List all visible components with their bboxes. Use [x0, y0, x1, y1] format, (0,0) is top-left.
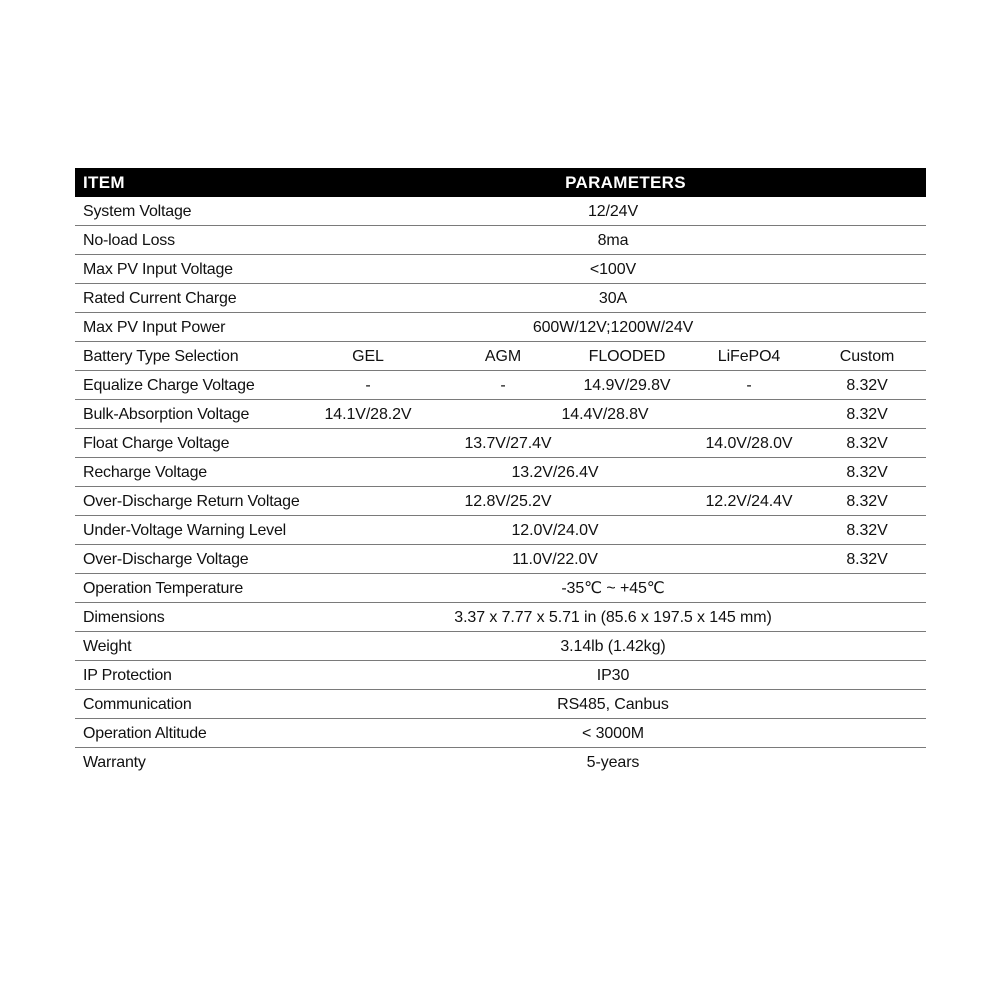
row-value: RS485, Canbus	[557, 696, 669, 713]
lifepo4-value: 14.0V/28.0V	[705, 435, 793, 452]
custom-value: 8.32V	[846, 522, 888, 539]
shared-value: 11.0V/22.0V	[512, 551, 598, 568]
row-label: Float Charge Voltage	[83, 435, 230, 452]
custom-value: 8.32V	[846, 551, 888, 568]
gel-agm-flooded-value: 12.8V/25.2V	[464, 493, 552, 510]
row-label: No-load Loss	[83, 232, 175, 249]
table-row	[75, 487, 926, 516]
agm-value: -	[500, 377, 506, 394]
row-label: System Voltage	[83, 203, 192, 220]
table-header	[75, 168, 926, 197]
row-value: < 3000M	[581, 725, 644, 742]
row-value: -35℃ ~ +45℃	[561, 580, 665, 597]
table-row	[75, 574, 926, 603]
row-label: Bulk-Absorption Voltage	[83, 406, 250, 423]
custom-value: 8.32V	[846, 493, 888, 510]
table-row	[75, 400, 926, 429]
col-gel: GEL	[352, 348, 384, 365]
row-label: Max PV Input Power	[83, 319, 226, 336]
col-custom: Custom	[839, 348, 895, 365]
shared-value: 13.2V/26.4V	[511, 464, 599, 481]
shared-value: 12.0V/24.0V	[511, 522, 599, 539]
custom-value: 8.32V	[846, 435, 888, 452]
row-label: IP Protection	[83, 667, 172, 684]
table-row	[75, 255, 926, 284]
table-row	[75, 284, 926, 313]
table-row	[75, 371, 926, 400]
spec-table	[75, 168, 926, 776]
table-row	[75, 429, 926, 458]
row-label: Operation Altitude	[83, 725, 207, 742]
row-label: Battery Type Selection	[83, 348, 239, 365]
row-value: IP30	[596, 667, 630, 684]
row-label: Operation Temperature	[83, 580, 244, 597]
agm-flooded-value: 14.4V/28.8V	[561, 406, 649, 423]
lifepo4-value: 12.2V/24.4V	[705, 493, 793, 510]
header-item: ITEM	[83, 173, 125, 192]
row-label: Over-Discharge Voltage	[83, 551, 249, 568]
custom-value: 8.32V	[846, 464, 888, 481]
row-label: Dimensions	[83, 609, 165, 626]
lifepo4-value: -	[746, 377, 752, 394]
table-row	[75, 632, 926, 661]
row-value: 12/24V	[587, 203, 639, 220]
row-value: 3.14lb (1.42kg)	[560, 638, 666, 655]
row-label: Recharge Voltage	[83, 464, 208, 481]
table-row	[75, 661, 926, 690]
table-row	[75, 516, 926, 545]
flooded-value: 14.9V/29.8V	[583, 377, 671, 394]
row-value: 30A	[598, 290, 628, 307]
custom-value: 8.32V	[846, 406, 888, 423]
table-row	[75, 545, 926, 574]
row-label: Over-Discharge Return Voltage	[83, 493, 300, 510]
row-label: Under-Voltage Warning Level	[83, 522, 287, 539]
row-value: 600W/12V;1200W/24V	[532, 319, 694, 336]
table-row	[75, 313, 926, 342]
col-flooded: FLOODED	[588, 348, 666, 365]
header-parameters: PARAMETERS	[565, 173, 686, 192]
row-label: Communication	[83, 696, 192, 713]
row-value: <100V	[589, 261, 637, 278]
row-value: 3.37 x 7.77 x 5.71 in (85.6 x 197.5 x 145 mm)	[454, 609, 772, 626]
table-row	[75, 690, 926, 719]
gel-value: -	[365, 377, 371, 394]
table-row	[75, 458, 926, 487]
col-agm: AGM	[484, 348, 522, 365]
table-row	[75, 748, 926, 776]
table-row	[75, 197, 926, 226]
table-row	[75, 603, 926, 632]
custom-value: 8.32V	[846, 377, 888, 394]
table-row	[75, 226, 926, 255]
row-label: Warranty	[83, 754, 146, 771]
col-lifepo4: LiFePO4	[717, 348, 781, 365]
gel-agm-flooded-value: 13.7V/27.4V	[464, 435, 552, 452]
row-label: Weight	[83, 638, 132, 655]
row-label: Equalize Charge Voltage	[83, 377, 255, 394]
gel-value: 14.1V/28.2V	[324, 406, 412, 423]
row-value: 5-years	[586, 754, 640, 771]
table-row	[75, 719, 926, 748]
table-row	[75, 342, 926, 371]
row-value: 8ma	[597, 232, 629, 249]
row-label: Max PV Input Voltage	[83, 261, 233, 278]
row-label: Rated Current Charge	[83, 290, 237, 307]
